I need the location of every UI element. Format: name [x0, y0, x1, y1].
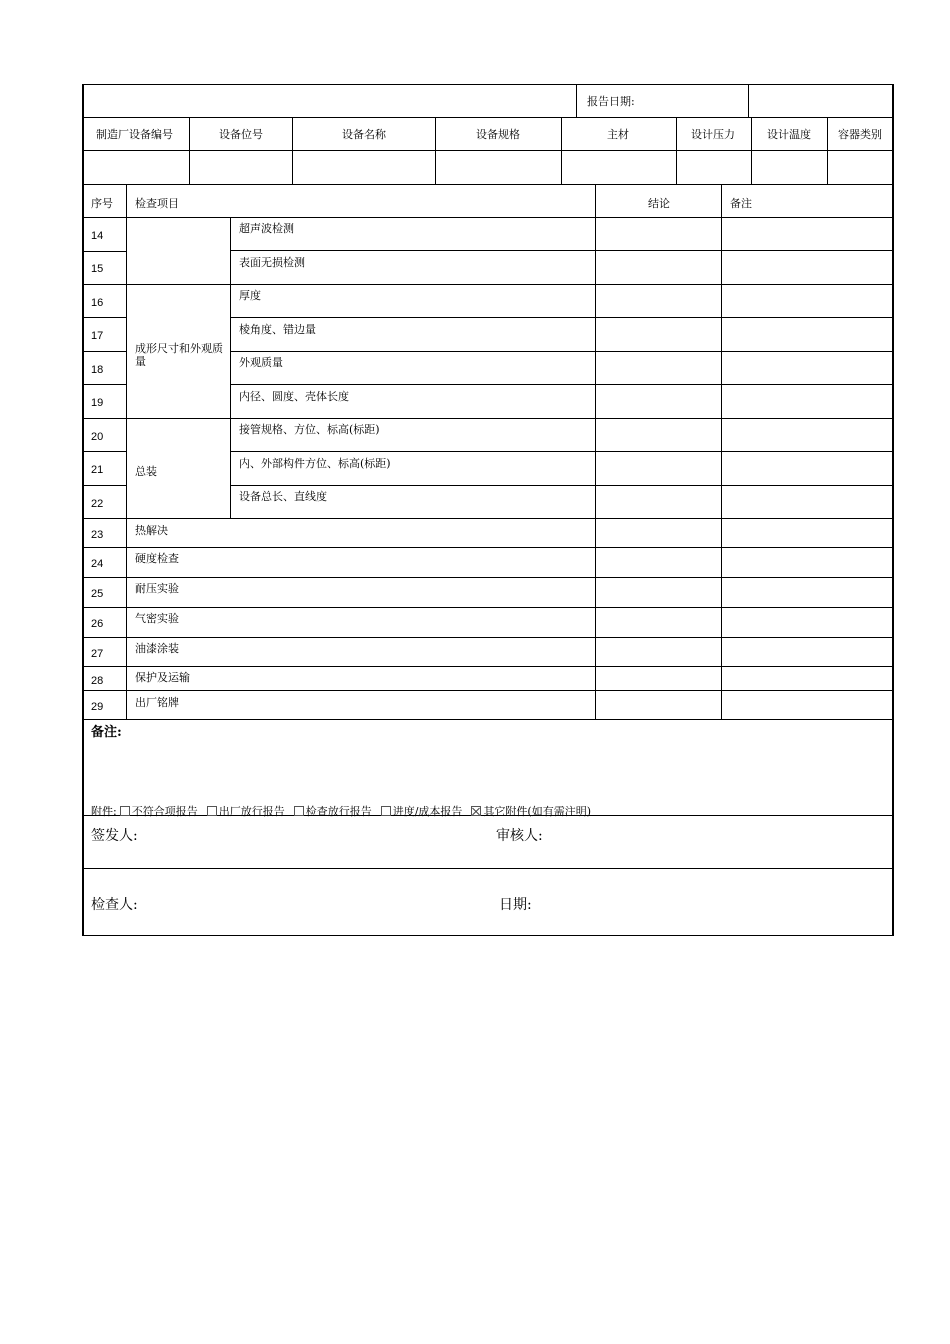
rule: [82, 384, 126, 385]
col-mfr-equipment-no: 制造厂设备编号: [96, 128, 173, 141]
rule: [82, 577, 894, 578]
col-remark: 备注: [730, 197, 752, 210]
row-number: 22: [91, 498, 104, 510]
row-number: 28: [91, 675, 104, 687]
rule: [751, 117, 752, 184]
attachment-option[interactable]: 出厂放行报告: [204, 805, 285, 818]
rule: [435, 117, 436, 184]
row-item: 设备总长、直线度: [239, 490, 327, 503]
row-item: 接管规格、方位、标高(标距): [239, 423, 380, 436]
row-number: 24: [91, 558, 104, 570]
row-item: 外观质量: [239, 356, 283, 369]
report-date-label: 报告日期:: [587, 95, 635, 108]
row-number: 23: [91, 529, 104, 541]
rule: [82, 217, 894, 218]
rule: [82, 317, 126, 318]
row-item: 油漆涂装: [135, 642, 179, 655]
col-main-material: 主材: [607, 128, 629, 141]
rule: [82, 351, 126, 352]
col-equipment-tag: 设备位号: [219, 128, 263, 141]
row-number: 27: [91, 648, 104, 660]
rule: [230, 451, 894, 452]
reviewer-label: 审核人:: [496, 828, 543, 844]
row-number: 18: [91, 364, 104, 376]
row-item: 气密实验: [135, 612, 179, 625]
rule: [676, 117, 677, 184]
row-item: 超声波检测: [239, 222, 294, 235]
issuer-label: 签发人:: [91, 828, 138, 844]
attachment-option[interactable]: 检查放行报告: [291, 805, 372, 818]
row-number: 16: [91, 297, 104, 309]
checkbox-icon[interactable]: [120, 806, 130, 816]
row-item: 棱角度、错边量: [239, 323, 316, 336]
row-number: 21: [91, 464, 104, 476]
rule: [82, 485, 126, 486]
attachment-option[interactable]: 不符合项报告: [117, 805, 198, 818]
rule: [721, 184, 722, 719]
row-number: 29: [91, 701, 104, 713]
rule: [748, 84, 749, 117]
rule: [82, 547, 894, 548]
attachment-option[interactable]: 其它附件(如有需注明): [468, 805, 591, 818]
attachment-option[interactable]: 进度/成本报告: [378, 805, 463, 818]
checkbox-icon[interactable]: [207, 806, 217, 816]
col-item: 检查项目: [135, 197, 179, 210]
rule: [82, 719, 894, 720]
col-design-temperature: 设计温度: [767, 128, 811, 141]
col-conclusion: 结论: [648, 197, 670, 210]
checked-checkbox-icon[interactable]: [471, 806, 481, 816]
rule: [82, 637, 894, 638]
rule: [595, 184, 596, 719]
rule: [189, 117, 190, 184]
rule: [82, 868, 894, 869]
date-label: 日期:: [499, 897, 532, 913]
col-vessel-category: 容器类别: [838, 128, 882, 141]
row-item: 热解决: [135, 524, 168, 537]
rule: [82, 184, 894, 185]
row-item: 硬度检查: [135, 552, 179, 565]
row-number: 15: [91, 263, 104, 275]
col-no: 序号: [91, 197, 113, 210]
inspector-label: 检查人:: [91, 897, 138, 913]
col-design-pressure: 设计压力: [691, 128, 735, 141]
rule: [82, 690, 894, 691]
row-number: 25: [91, 588, 104, 600]
attachments-row: [91, 803, 597, 819]
rule: [230, 217, 231, 518]
rule: [126, 184, 127, 719]
checkbox-icon[interactable]: [294, 806, 304, 816]
row-item: 保护及运输: [135, 671, 190, 684]
group-assembly: 总装: [135, 465, 157, 478]
rule: [82, 607, 894, 608]
rule: [82, 117, 894, 118]
notes-label: 备注:: [91, 725, 122, 740]
col-equipment-spec: 设备规格: [476, 128, 520, 141]
checkbox-icon[interactable]: [381, 806, 391, 816]
rule: [827, 117, 828, 184]
row-item: 出厂铭牌: [135, 696, 179, 709]
rule: [230, 250, 894, 251]
group-shape-quality: 成形尺寸和外观质量: [135, 342, 223, 368]
rule: [576, 84, 577, 117]
rule: [82, 418, 894, 419]
row-number: 14: [91, 230, 104, 242]
row-item: 表面无损检测: [239, 256, 305, 269]
rule: [82, 666, 894, 667]
rule: [82, 518, 894, 519]
rule: [230, 485, 894, 486]
row-number: 20: [91, 431, 104, 443]
row-item: 耐压实验: [135, 582, 179, 595]
rule: [230, 317, 894, 318]
col-equipment-name: 设备名称: [342, 128, 386, 141]
rule: [230, 384, 894, 385]
rule: [230, 351, 894, 352]
rule: [561, 117, 562, 184]
row-number: 26: [91, 618, 104, 630]
rule: [82, 150, 894, 151]
rule: [82, 284, 894, 285]
row-number: 19: [91, 397, 104, 409]
row-item: 厚度: [239, 289, 261, 302]
row-item: 内径、圆度、壳体长度: [239, 390, 349, 403]
row-item: 内、外部构件方位、标高(标距): [239, 457, 391, 470]
attachments-label: 附件:: [91, 805, 117, 818]
rule: [82, 251, 126, 252]
rule: [292, 117, 293, 184]
row-number: 17: [91, 330, 104, 342]
rule: [82, 451, 126, 452]
